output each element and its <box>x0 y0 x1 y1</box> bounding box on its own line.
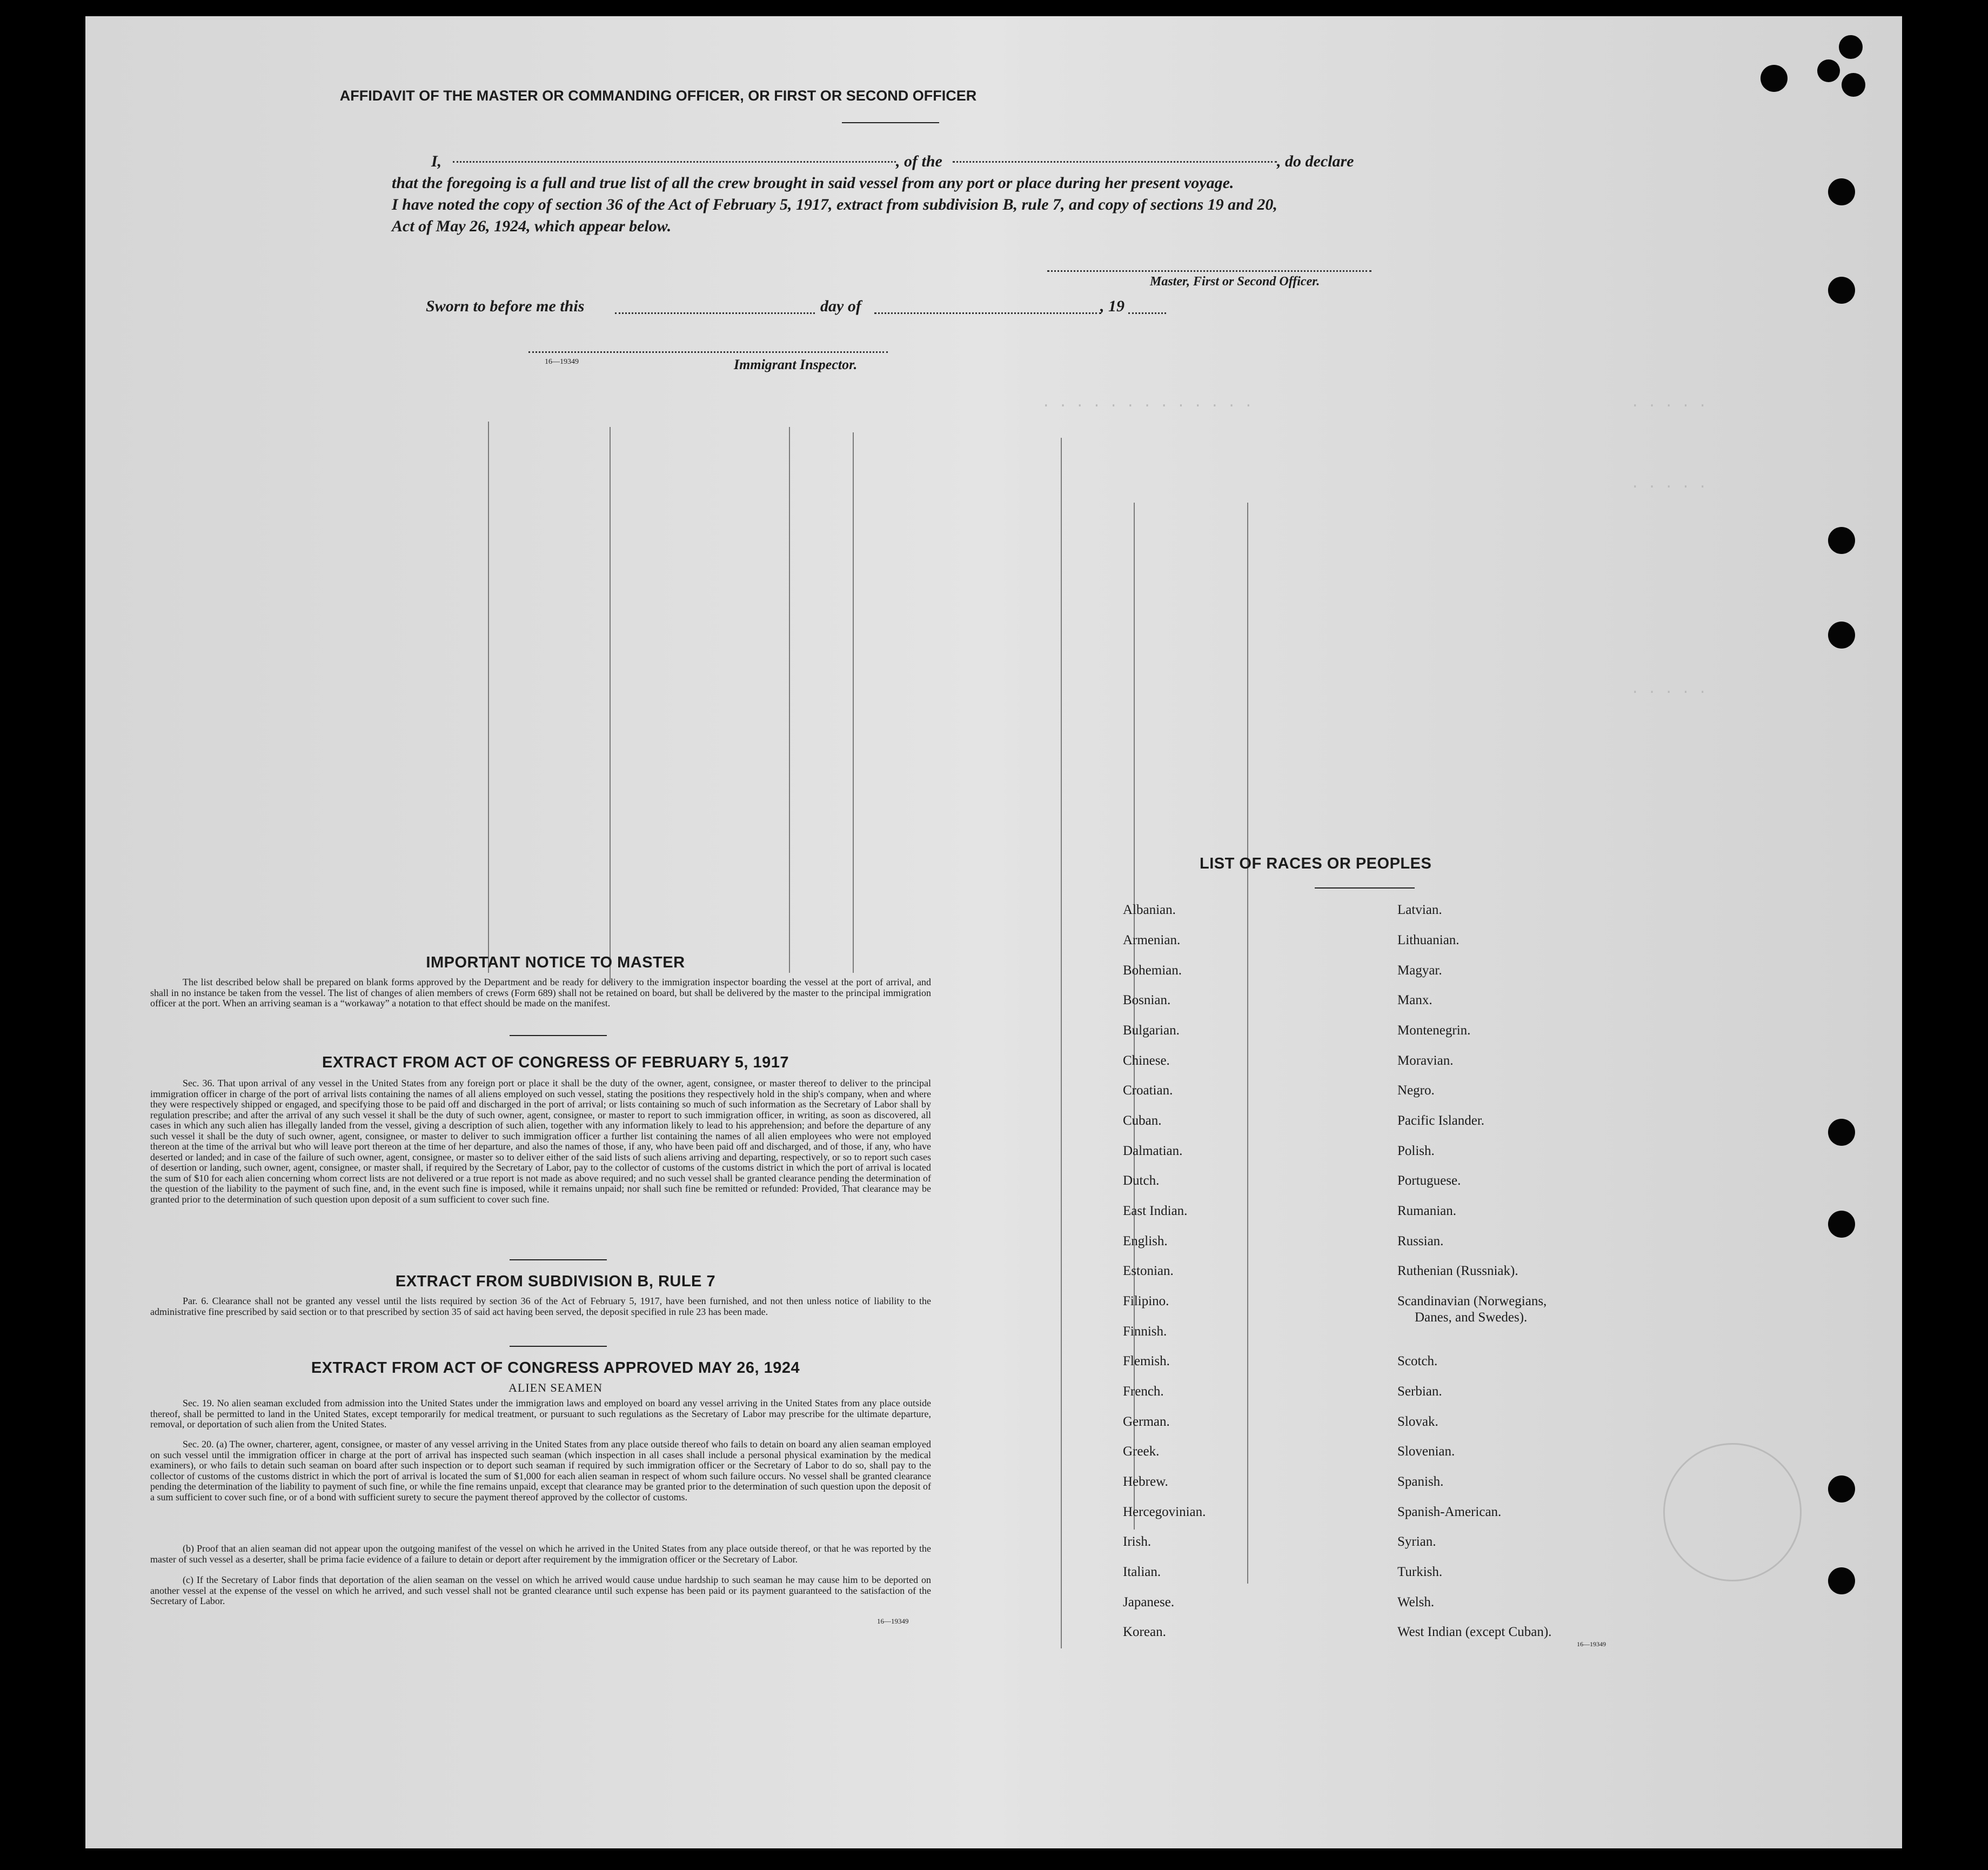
race-right-item: West Indian (except Cuban). <box>1397 1625 1552 1639</box>
punch-hole <box>1761 65 1788 92</box>
race-left-item: Estonian. <box>1123 1264 1174 1278</box>
bleed-column-line <box>1061 438 1062 1648</box>
bleed-text: . . . . . <box>1631 476 1707 492</box>
punch-hole <box>1828 1119 1855 1146</box>
year-prefix: , 19 <box>1100 297 1124 315</box>
race-right-item: Montenegrin. <box>1397 1023 1471 1038</box>
race-right-item: Syrian. <box>1397 1534 1436 1549</box>
divider <box>1315 887 1415 889</box>
alien-seamen-subtitle: ALIEN SEAMEN <box>508 1381 603 1394</box>
punch-hole <box>1839 35 1863 59</box>
race-right-item: Scandinavian (Norwegians, <box>1397 1294 1547 1308</box>
race-right-item: Spanish-American. <box>1397 1505 1502 1519</box>
race-left-item: Greek. <box>1123 1444 1160 1459</box>
bleed-column-line <box>853 432 854 973</box>
form-number: 16—19349 <box>1577 1640 1606 1648</box>
race-left-item: Italian. <box>1123 1565 1161 1579</box>
rule7-body: Par. 6. Clearance shall not be granted any vessel until the lists required by section 36 of the Act of February 5, 1917, have been furnished, and not then unless notice of liability to the administrative fine prescribed by said section or to that prescribed by section 35 of said act having been served, the deposit specified in rule 23 has been made. <box>150 1295 931 1317</box>
race-right-item-continuation: Danes, and Swedes). <box>1415 1310 1528 1325</box>
race-right-item: Welsh. <box>1397 1595 1435 1609</box>
race-left-item: Hercegovinian. <box>1123 1505 1206 1519</box>
race-right-item: Spanish. <box>1397 1474 1444 1489</box>
sec20c-body: (c) If the Secretary of Labor finds that deportation of the alien seaman on the vessel on which he arrived would cause undue hardship to such seaman he may cause him to be deported on another vessel at the expense of the vessel on which he arrived, and such vessel shall not be granted clearance until such expense has been paid or its payment guaranteed to the satisfaction of the Secretary of Labor. <box>150 1574 931 1606</box>
race-left-item: Chinese. <box>1123 1053 1170 1068</box>
affidavit-do-declare: , do declare <box>1277 152 1354 170</box>
notice-title: IMPORTANT NOTICE TO MASTER <box>426 954 685 971</box>
race-left-item: Bohemian. <box>1123 963 1182 978</box>
race-left-item: Korean. <box>1123 1625 1166 1639</box>
race-left-item: Flemish. <box>1123 1354 1170 1368</box>
race-right-item: Latvian. <box>1397 903 1442 917</box>
bleed-column-line <box>488 422 489 973</box>
year-blank[interactable] <box>1128 312 1166 314</box>
form-number: 16—19349 <box>877 1617 909 1625</box>
race-left-item: Croatian. <box>1123 1083 1173 1098</box>
race-left-item: East Indian. <box>1123 1204 1188 1218</box>
extract-1917-title: EXTRACT FROM ACT OF CONGRESS OF FEBRUARY 5, 1917 <box>322 1054 789 1071</box>
race-right-item: Negro. <box>1397 1083 1435 1098</box>
punch-hole <box>1842 73 1865 97</box>
punch-hole <box>1828 527 1855 554</box>
punch-hole <box>1828 1567 1855 1594</box>
affidavit-line1: that the foregoing is a full and true list of all the crew brought in said vessel from any port or place during her present voyage. <box>392 174 1234 192</box>
race-right-item: Lithuanian. <box>1397 933 1460 947</box>
form-number: 16—19349 <box>545 358 579 366</box>
sworn-label: Sworn to before me this <box>426 297 585 315</box>
divider <box>510 1259 607 1260</box>
affidavit-line3: Act of May 26, 1924, which appear below. <box>392 217 672 235</box>
punch-hole <box>1817 59 1840 82</box>
stamp-bleed <box>1663 1443 1802 1581</box>
sworn-month-blank[interactable] <box>874 312 1101 314</box>
race-right-item: Serbian. <box>1397 1384 1442 1399</box>
race-right-item: Manx. <box>1397 993 1433 1007</box>
inspector-signature-blank[interactable] <box>528 351 888 353</box>
race-left-item: English. <box>1123 1234 1168 1248</box>
race-left-item: Japanese. <box>1123 1595 1175 1609</box>
bleed-text: . . . . . <box>1631 681 1707 697</box>
extract-1924-title: EXTRACT FROM ACT OF CONGRESS APPROVED MAY 26, 1924 <box>311 1359 800 1377</box>
race-left-item: Filipino. <box>1123 1294 1169 1308</box>
bleed-column-line <box>1134 503 1135 1530</box>
race-left-item: Cuban. <box>1123 1113 1162 1128</box>
race-left-item: Armenian. <box>1123 933 1181 947</box>
punch-hole <box>1828 1475 1855 1502</box>
bleed-text: . . . . . <box>1631 395 1707 411</box>
bleed-column-line <box>1247 503 1248 1584</box>
divider <box>510 1346 607 1347</box>
race-right-item: Turkish. <box>1397 1565 1443 1579</box>
rule7-title: EXTRACT FROM SUBDIVISION B, RULE 7 <box>395 1273 716 1290</box>
vessel-blank[interactable] <box>953 161 1277 163</box>
race-left-item: Irish. <box>1123 1534 1152 1549</box>
punch-hole <box>1828 277 1855 304</box>
master-signature-blank[interactable] <box>1047 270 1371 272</box>
affidavit-line2: I have noted the copy of section 36 of the Act of February 5, 1917, extract from subdivision B, rule 7, and copy of sections 19 and 20, <box>392 196 1277 213</box>
affidavit-i-label: I, <box>431 152 442 170</box>
bleed-column-line <box>789 427 790 973</box>
race-left-item: Dalmatian. <box>1123 1144 1183 1158</box>
race-right-item: Pacific Islander. <box>1397 1113 1485 1128</box>
affidavit-of-the: , of the <box>896 152 942 170</box>
race-right-item: Portuguese. <box>1397 1173 1461 1188</box>
race-left-item: Albanian. <box>1123 903 1176 917</box>
master-caption: Master, First or Second Officer. <box>1150 275 1320 289</box>
sec20a-body: Sec. 20. (a) The owner, charterer, agent, consignee, or master of any vessel arriving in the United States from any place outside thereof who fails to detain on board any alien seaman employed on such vessel until the immigration officer in charge at the port of arrival has inspected such seaman (which inspection in all cases shall include a personal physical examination by the medical examiners), or who fails to detain such seaman on board after such inspection or to deport such seaman if required by such immigration officer or the Secretary of Labor to do so, shall pay to the collector of customs of the customs district in which the port of arrival is located the sum of $1,000 for each alien seaman in respect of whom such failure occurs. No vessel shall be granted clearance pending the determination of the liability to payment of such fine, or while the fine remains unpaid, except that clearance may be granted prior to the determination of such question upon the deposit of a sum sufficient to cover such fine, or of a bond with sufficient surety to secure the payment thereof approved by the collector of customs. <box>150 1439 931 1502</box>
race-left-item: German. <box>1123 1414 1170 1429</box>
name-blank[interactable] <box>453 161 896 163</box>
divider <box>842 122 939 123</box>
sec20b-body: (b) Proof that an alien seaman did not appear upon the outgoing manifest of the vessel on which he arrived in the United States from any place outside thereof, or that he was reported by the master of such vessel as a deserter, shall be prima facie evidence of a failure to detain or deport after requirement by the immigration officer or the Secretary of Labor. <box>150 1543 931 1565</box>
race-right-item: Ruthenian (Russniak). <box>1397 1264 1518 1278</box>
sworn-day-blank[interactable] <box>615 312 815 314</box>
bleed-text: . . . . . . . . . . . . . <box>1042 395 1253 411</box>
race-left-item: Bulgarian. <box>1123 1023 1180 1038</box>
race-right-item: Magyar. <box>1397 963 1442 978</box>
race-left-item: Hebrew. <box>1123 1474 1168 1489</box>
sec19-body: Sec. 19. No alien seaman excluded from admission into the United States under the immigration laws and employed on board any vessel arriving in the United States from any place outside thereof, shall be permitted to land in the United States, except temporarily for medical treatment, or pursuant to such regulations as the Secretary of Labor may prescribe for the ultimate departure, removal, or deportation of such alien from the United States. <box>150 1398 931 1430</box>
race-left-item: Finnish. <box>1123 1324 1167 1339</box>
punch-hole <box>1828 1211 1855 1238</box>
day-of-label: day of <box>820 297 861 315</box>
punch-hole <box>1828 622 1855 649</box>
notice-body: The list described below shall be prepared on blank forms approved by the Department and be ready for delivery to the immigration inspector boarding the vessel at the port of arrival, and shall in no instance be taken from the vessel. The list of changes of alien members of crews (Form 689) shall not be retained on board, but shall be delivered by the master to the principal immigration officer at the port. When an arriving seaman is a “workaway” a notation to that effect should be made on the manifest. <box>150 977 931 1009</box>
extract-1917-body: Sec. 36. That upon arrival of any vessel in the United States from any foreign port or place it shall be the duty of the owner, agent, consignee, or master thereof to deliver to the principal immigration officer in charge of the port of arrival lists containing the names of all aliens employed on such vessel, stating the positions they respectively hold in the ship's company, when and where they were respectively shipped or engaged, and specifying those to be paid off and discharged in the port of arrival; or lists containing so much of such information as the Secretary of Labor shall by regulation prescribe; and after the arrival of any such vessel it shall be the duty of such owner, agent, consignee, or master to report to such immigration officer, in writing, as soon as discovered, all cases in which any such alien has illegally landed from the vessel, giving a description of such alien, together with any information likely to lead to his apprehension; and before the departure of any such vessel it shall be the duty of such owner, agent, consignee, or master to deliver to such immigration officer a further list containing the names of all alien employees who were not employed thereon at the time of the arrival but who will leave port thereon at the time of her departure, and also the names of those, if any, who have been paid off and discharged, and of those, if any, who have deserted or landed; and in case of the failure of such owner, agent, consignee, or master so to deliver either of the said lists of such aliens arriving and departing, respectively, or so to report such cases of desertion or landing, such owner, agent, consignee, or master shall, if required by the Secretary of Labor, pay to the collector of customs of the customs district in which the port of arrival is located the sum of $10 for each alien concerning whom correct lists are not delivered or a true report is not made as above required; and no such vessel shall be granted clearance pending the determination of the question of the liability to the payment of such fine, and, in the event such fine is imposed, while it remains unpaid; nor shall such fine be remitted or refunded: Provided, That clearance may be granted prior to the determination of such question upon deposit of a sum sufficient to cover such fine. <box>150 1078 931 1205</box>
document-page <box>85 16 1902 1848</box>
race-left-item: Bosnian. <box>1123 993 1171 1007</box>
race-left-item: French. <box>1123 1384 1164 1399</box>
punch-hole <box>1828 178 1855 205</box>
races-title: LIST OF RACES OR PEOPLES <box>1200 855 1432 872</box>
bleed-column-line <box>610 427 611 984</box>
race-right-item: Slovenian. <box>1397 1444 1455 1459</box>
race-right-item: Polish. <box>1397 1144 1435 1158</box>
race-right-item: Rumanian. <box>1397 1204 1457 1218</box>
race-left-item: Dutch. <box>1123 1173 1160 1188</box>
race-right-item: Slovak. <box>1397 1414 1438 1429</box>
race-right-item: Russian. <box>1397 1234 1444 1248</box>
race-right-item: Scotch. <box>1397 1354 1438 1368</box>
divider <box>510 1035 607 1036</box>
inspector-caption: Immigrant Inspector. <box>734 357 858 372</box>
race-right-item: Moravian. <box>1397 1053 1454 1068</box>
affidavit-title: AFFIDAVIT OF THE MASTER OR COMMANDING OFFICER, OR FIRST OR SECOND OFFICER <box>339 88 977 104</box>
